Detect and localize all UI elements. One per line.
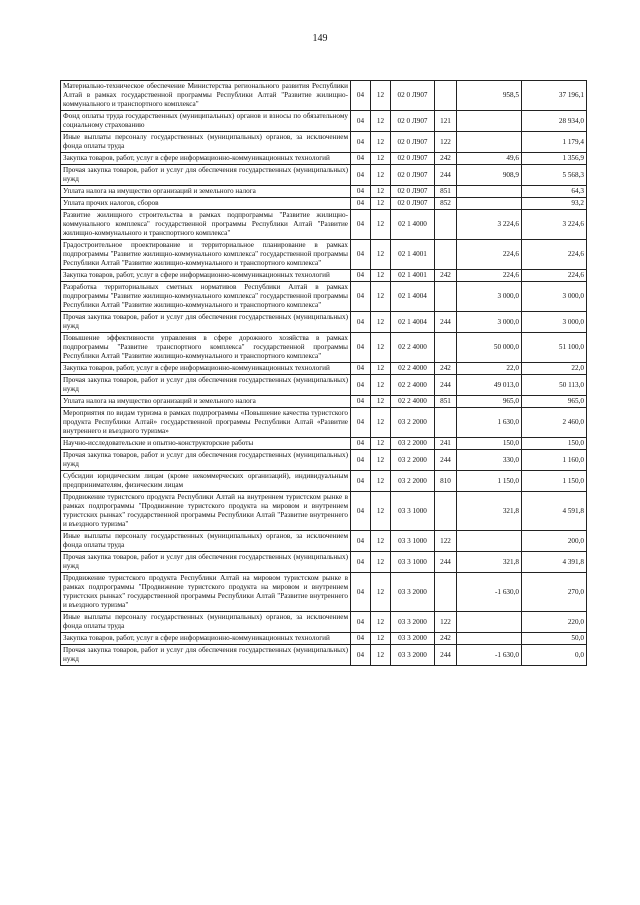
amount-change-cell: 22,0 xyxy=(457,363,522,375)
target-article-cell: 02 0 Л907 xyxy=(391,153,435,165)
item-name-cell: Мероприятия по видам туризма в рамках подпрограммы «Повышение качества туристского продукта Республики Алтай» государственной программы Республики Алтай «Развитие внутреннего и въездного туризма» xyxy=(61,408,351,438)
table-row xyxy=(61,573,587,612)
table-row xyxy=(61,363,587,375)
section-code-cell: 04 xyxy=(351,240,371,270)
target-article-cell: 02 0 Л907 xyxy=(391,132,435,153)
expense-type-cell xyxy=(435,333,457,363)
section-code-cell: 04 xyxy=(351,132,371,153)
section-code-cell: 04 xyxy=(351,312,371,333)
item-name-cell: Уплата налога на имущество организаций и земельного налога xyxy=(61,186,351,198)
item-name-cell: Повышение эффективности управления в сфере дорожного хозяйства в рамках подпрограммы "Развитие транспортного комплекса" государственной программы Республики Алтай "Развитие жилищно-коммунального и транспортного комплекса" xyxy=(61,333,351,363)
table-row xyxy=(61,186,587,198)
amount-change-cell: -1 630,0 xyxy=(457,645,522,666)
expense-type-cell xyxy=(435,282,457,312)
expense-type-cell: 851 xyxy=(435,186,457,198)
amount-change-cell xyxy=(457,612,522,633)
expense-type-cell: 121 xyxy=(435,111,457,132)
target-article-cell: 02 1 4000 xyxy=(391,210,435,240)
table-row xyxy=(61,438,587,450)
item-name-cell: Иные выплаты персоналу государственных (муниципальных) органов, за исключением фонда оплаты труда xyxy=(61,612,351,633)
section-code-cell: 04 xyxy=(351,333,371,363)
subsection-code-cell: 12 xyxy=(371,270,391,282)
subsection-code-cell: 12 xyxy=(371,450,391,471)
target-article-cell: 03 2 2000 xyxy=(391,471,435,492)
amount-change-cell xyxy=(457,531,522,552)
section-code-cell: 04 xyxy=(351,396,371,408)
subsection-code-cell: 12 xyxy=(371,375,391,396)
expense-type-cell: 242 xyxy=(435,153,457,165)
expense-type-cell: 122 xyxy=(435,132,457,153)
amount-total-cell: 1 179,4 xyxy=(522,132,587,153)
amount-change-cell xyxy=(457,132,522,153)
item-name-cell: Прочая закупка товаров, работ и услуг для обеспечения государственных (муниципальных) нужд xyxy=(61,375,351,396)
amount-total-cell: 22,0 xyxy=(522,363,587,375)
subsection-code-cell: 12 xyxy=(371,573,391,612)
amount-total-cell: 51 100,0 xyxy=(522,333,587,363)
table-row xyxy=(61,645,587,666)
amount-total-cell: 50 113,0 xyxy=(522,375,587,396)
section-code-cell: 04 xyxy=(351,492,371,531)
section-code-cell: 04 xyxy=(351,408,371,438)
section-code-cell: 04 xyxy=(351,363,371,375)
subsection-code-cell: 12 xyxy=(371,312,391,333)
target-article-cell: 02 2 4000 xyxy=(391,333,435,363)
amount-change-cell: 3 000,0 xyxy=(457,282,522,312)
table-row xyxy=(61,111,587,132)
expense-type-cell: 244 xyxy=(435,375,457,396)
subsection-code-cell: 12 xyxy=(371,492,391,531)
amount-total-cell: 965,0 xyxy=(522,396,587,408)
subsection-code-cell: 12 xyxy=(371,396,391,408)
amount-total-cell: 50,0 xyxy=(522,633,587,645)
table-row xyxy=(61,612,587,633)
item-name-cell: Научно-исследовательские и опытно-конструкторские работы xyxy=(61,438,351,450)
amount-change-cell xyxy=(457,111,522,132)
expense-type-cell: 244 xyxy=(435,645,457,666)
item-name-cell: Развитие жилищного строительства в рамках подпрограммы "Развитие жилищно-коммунального комплекса" государственной программы Республики Алтай "Развитие жилищно-коммунального и транспортного комплекса" xyxy=(61,210,351,240)
amount-change-cell: 330,0 xyxy=(457,450,522,471)
target-article-cell: 03 2 2000 xyxy=(391,408,435,438)
amount-change-cell: 965,0 xyxy=(457,396,522,408)
table-row xyxy=(61,633,587,645)
expense-type-cell: 242 xyxy=(435,363,457,375)
target-article-cell: 02 1 4004 xyxy=(391,282,435,312)
section-code-cell: 04 xyxy=(351,573,371,612)
expense-type-cell: 244 xyxy=(435,552,457,573)
table-row xyxy=(61,450,587,471)
item-name-cell: Продвижение туристского продукта Республики Алтай на внутреннем туристском рынке в рамках подпрограммы "Продвижение туристского продукта на мировом и внутреннем туристских рынках" государственной программы Республики Алтай "Развитие внутреннего и въездного туризма" xyxy=(61,492,351,531)
amount-total-cell: 28 934,0 xyxy=(522,111,587,132)
amount-change-cell: 224,6 xyxy=(457,270,522,282)
amount-total-cell: 5 568,3 xyxy=(522,165,587,186)
target-article-cell: 02 0 Л907 xyxy=(391,111,435,132)
amount-total-cell: 224,6 xyxy=(522,240,587,270)
page-number: 149 xyxy=(312,33,328,44)
amount-total-cell: 150,0 xyxy=(522,438,587,450)
subsection-code-cell: 12 xyxy=(371,531,391,552)
table-row xyxy=(61,210,587,240)
table-body xyxy=(61,81,587,666)
amount-total-cell: 1 356,9 xyxy=(522,153,587,165)
subsection-code-cell: 12 xyxy=(371,132,391,153)
table-row xyxy=(61,333,587,363)
amount-change-cell: 50 000,0 xyxy=(457,333,522,363)
subsection-code-cell: 12 xyxy=(371,198,391,210)
amount-change-cell: 321,8 xyxy=(457,552,522,573)
subsection-code-cell: 12 xyxy=(371,210,391,240)
section-code-cell: 04 xyxy=(351,165,371,186)
section-code-cell: 04 xyxy=(351,153,371,165)
amount-change-cell: 150,0 xyxy=(457,438,522,450)
amount-total-cell: 1 160,0 xyxy=(522,450,587,471)
target-article-cell: 02 1 4001 xyxy=(391,240,435,270)
item-name-cell: Закупка товаров, работ, услуг в сфере информационно-коммуникационных технологий xyxy=(61,363,351,375)
target-article-cell: 02 0 Л907 xyxy=(391,165,435,186)
item-name-cell: Уплата налога на имущество организаций и земельного налога xyxy=(61,396,351,408)
amount-change-cell: 3 224,6 xyxy=(457,210,522,240)
amount-change-cell: -1 630,0 xyxy=(457,573,522,612)
amount-change-cell: 49 013,0 xyxy=(457,375,522,396)
budget-table xyxy=(60,80,587,666)
item-name-cell: Иные выплаты персоналу государственных (муниципальных) органов, за исключением фонда оплаты труда xyxy=(61,531,351,552)
target-article-cell: 02 2 4000 xyxy=(391,375,435,396)
subsection-code-cell: 12 xyxy=(371,165,391,186)
amount-total-cell: 3 000,0 xyxy=(522,282,587,312)
table-row xyxy=(61,165,587,186)
amount-change-cell xyxy=(457,186,522,198)
item-name-cell: Уплата прочих налогов, сборов xyxy=(61,198,351,210)
subsection-code-cell: 12 xyxy=(371,363,391,375)
target-article-cell: 02 0 Л907 xyxy=(391,198,435,210)
amount-change-cell: 224,6 xyxy=(457,240,522,270)
subsection-code-cell: 12 xyxy=(371,282,391,312)
table-row xyxy=(61,312,587,333)
item-name-cell: Прочая закупка товаров, работ и услуг для обеспечения государственных (муниципальных) нужд xyxy=(61,645,351,666)
table-row xyxy=(61,531,587,552)
table-row xyxy=(61,81,587,111)
subsection-code-cell: 12 xyxy=(371,633,391,645)
amount-change-cell: 3 000,0 xyxy=(457,312,522,333)
table-row xyxy=(61,492,587,531)
target-article-cell: 03 2 2000 xyxy=(391,438,435,450)
target-article-cell: 03 3 2000 xyxy=(391,633,435,645)
subsection-code-cell: 12 xyxy=(371,186,391,198)
table-row xyxy=(61,270,587,282)
item-name-cell: Закупка товаров, работ, услуг в сфере информационно-коммуникационных технологий xyxy=(61,633,351,645)
target-article-cell: 02 1 4001 xyxy=(391,270,435,282)
item-name-cell: Фонд оплаты труда государственных (муниципальных) органов и взносы по обязательному социальному страхованию xyxy=(61,111,351,132)
expense-type-cell xyxy=(435,210,457,240)
amount-total-cell: 3 224,6 xyxy=(522,210,587,240)
amount-change-cell: 1 150,0 xyxy=(457,471,522,492)
amount-total-cell: 93,2 xyxy=(522,198,587,210)
section-code-cell: 04 xyxy=(351,198,371,210)
item-name-cell: Разработка территориальных сметных нормативов Республики Алтай в рамках подпрограммы "Развитие жилищно-коммунального комплекса" государственной программы Республики Алтай "Развитие жилищно-коммунального и транспортного комплекса" xyxy=(61,282,351,312)
item-name-cell: Прочая закупка товаров, работ и услуг для обеспечения государственных (муниципальных) нужд xyxy=(61,552,351,573)
amount-total-cell: 64,3 xyxy=(522,186,587,198)
target-article-cell: 03 3 1000 xyxy=(391,492,435,531)
section-code-cell: 04 xyxy=(351,531,371,552)
amount-total-cell: 4 391,8 xyxy=(522,552,587,573)
section-code-cell: 04 xyxy=(351,270,371,282)
table-row xyxy=(61,471,587,492)
subsection-code-cell: 12 xyxy=(371,240,391,270)
item-name-cell: Прочая закупка товаров, работ и услуг для обеспечения государственных (муниципальных) нужд xyxy=(61,450,351,471)
table-row xyxy=(61,153,587,165)
subsection-code-cell: 12 xyxy=(371,612,391,633)
target-article-cell: 03 3 2000 xyxy=(391,573,435,612)
subsection-code-cell: 12 xyxy=(371,471,391,492)
item-name-cell: Субсидии юридическим лицам (кроме некоммерческих организаций), индивидуальным предпринимателям, физическим лицам xyxy=(61,471,351,492)
amount-total-cell: 1 150,0 xyxy=(522,471,587,492)
section-code-cell: 04 xyxy=(351,612,371,633)
target-article-cell: 03 2 2000 xyxy=(391,450,435,471)
amount-total-cell: 224,6 xyxy=(522,270,587,282)
expense-type-cell xyxy=(435,240,457,270)
amount-change-cell xyxy=(457,198,522,210)
expense-type-cell: 244 xyxy=(435,450,457,471)
item-name-cell: Прочая закупка товаров, работ и услуг для обеспечения государственных (муниципальных) нужд xyxy=(61,165,351,186)
subsection-code-cell: 12 xyxy=(371,333,391,363)
expense-type-cell xyxy=(435,81,457,111)
expense-type-cell xyxy=(435,573,457,612)
subsection-code-cell: 12 xyxy=(371,552,391,573)
expense-type-cell: 244 xyxy=(435,312,457,333)
target-article-cell: 02 1 4004 xyxy=(391,312,435,333)
amount-change-cell: 958,5 xyxy=(457,81,522,111)
amount-change-cell: 321,8 xyxy=(457,492,522,531)
expense-type-cell: 242 xyxy=(435,633,457,645)
table-row xyxy=(61,282,587,312)
amount-change-cell: 1 630,0 xyxy=(457,408,522,438)
amount-change-cell xyxy=(457,633,522,645)
section-code-cell: 04 xyxy=(351,186,371,198)
expense-type-cell: 851 xyxy=(435,396,457,408)
subsection-code-cell: 12 xyxy=(371,438,391,450)
target-article-cell: 02 0 Л907 xyxy=(391,186,435,198)
section-code-cell: 04 xyxy=(351,282,371,312)
target-article-cell: 03 3 2000 xyxy=(391,645,435,666)
expense-type-cell: 810 xyxy=(435,471,457,492)
amount-total-cell: 37 196,1 xyxy=(522,81,587,111)
amount-total-cell: 0,0 xyxy=(522,645,587,666)
table-row xyxy=(61,408,587,438)
table-row xyxy=(61,240,587,270)
expense-type-cell: 122 xyxy=(435,531,457,552)
table-row xyxy=(61,396,587,408)
item-name-cell: Прочая закупка товаров, работ и услуг для обеспечения государственных (муниципальных) нужд xyxy=(61,312,351,333)
section-code-cell: 04 xyxy=(351,375,371,396)
table-row xyxy=(61,198,587,210)
subsection-code-cell: 12 xyxy=(371,645,391,666)
section-code-cell: 04 xyxy=(351,471,371,492)
section-code-cell: 04 xyxy=(351,633,371,645)
expense-type-cell: 241 xyxy=(435,438,457,450)
expense-type-cell: 244 xyxy=(435,165,457,186)
expense-type-cell: 852 xyxy=(435,198,457,210)
section-code-cell: 04 xyxy=(351,210,371,240)
section-code-cell: 04 xyxy=(351,645,371,666)
section-code-cell: 04 xyxy=(351,450,371,471)
expense-type-cell: 242 xyxy=(435,270,457,282)
amount-total-cell: 3 000,0 xyxy=(522,312,587,333)
amount-total-cell: 220,0 xyxy=(522,612,587,633)
item-name-cell: Продвижение туристского продукта Республики Алтай на мировом туристском рынке в рамках подпрограммы "Продвижение туристского продукта на мировом и внутреннем туристских рынках" государственной программы Республики Алтай "Развитие внутреннего и въездного туризма" xyxy=(61,573,351,612)
subsection-code-cell: 12 xyxy=(371,111,391,132)
target-article-cell: 02 0 Л907 xyxy=(391,81,435,111)
subsection-code-cell: 12 xyxy=(371,408,391,438)
target-article-cell: 03 3 1000 xyxy=(391,552,435,573)
amount-total-cell: 200,0 xyxy=(522,531,587,552)
amount-total-cell: 4 591,8 xyxy=(522,492,587,531)
target-article-cell: 03 3 1000 xyxy=(391,531,435,552)
table-row xyxy=(61,375,587,396)
section-code-cell: 04 xyxy=(351,552,371,573)
amount-change-cell: 49,6 xyxy=(457,153,522,165)
amount-total-cell: 270,0 xyxy=(522,573,587,612)
item-name-cell: Градостроительное проектирование и территориальное планирование в рамках подпрограммы "Развитие жилищно-коммунального комплекса" государственной программы Республики Алтай "Развитие жилищно-коммунального и транспортного комплекса" xyxy=(61,240,351,270)
item-name-cell: Закупка товаров, работ, услуг в сфере информационно-коммуникационных технологий xyxy=(61,270,351,282)
section-code-cell: 04 xyxy=(351,438,371,450)
subsection-code-cell: 12 xyxy=(371,153,391,165)
section-code-cell: 04 xyxy=(351,111,371,132)
item-name-cell: Закупка товаров, работ, услуг в сфере информационно-коммуникационных технологий xyxy=(61,153,351,165)
subsection-code-cell: 12 xyxy=(371,81,391,111)
section-code-cell: 04 xyxy=(351,81,371,111)
item-name-cell: Материально-техническое обеспечение Министерства регионального развития Республики Алтай в рамках государственной программы Республики Алтай "Развитие жилищно-коммунального и транспортного комплекса" xyxy=(61,81,351,111)
target-article-cell: 02 2 4000 xyxy=(391,396,435,408)
item-name-cell: Иные выплаты персоналу государственных (муниципальных) органов, за исключением фонда оплаты труда xyxy=(61,132,351,153)
target-article-cell: 02 2 4000 xyxy=(391,363,435,375)
expense-type-cell xyxy=(435,492,457,531)
expense-type-cell xyxy=(435,408,457,438)
table-row xyxy=(61,552,587,573)
amount-total-cell: 2 460,0 xyxy=(522,408,587,438)
table-row xyxy=(61,132,587,153)
target-article-cell: 03 3 2000 xyxy=(391,612,435,633)
expense-type-cell: 122 xyxy=(435,612,457,633)
amount-change-cell: 908,9 xyxy=(457,165,522,186)
